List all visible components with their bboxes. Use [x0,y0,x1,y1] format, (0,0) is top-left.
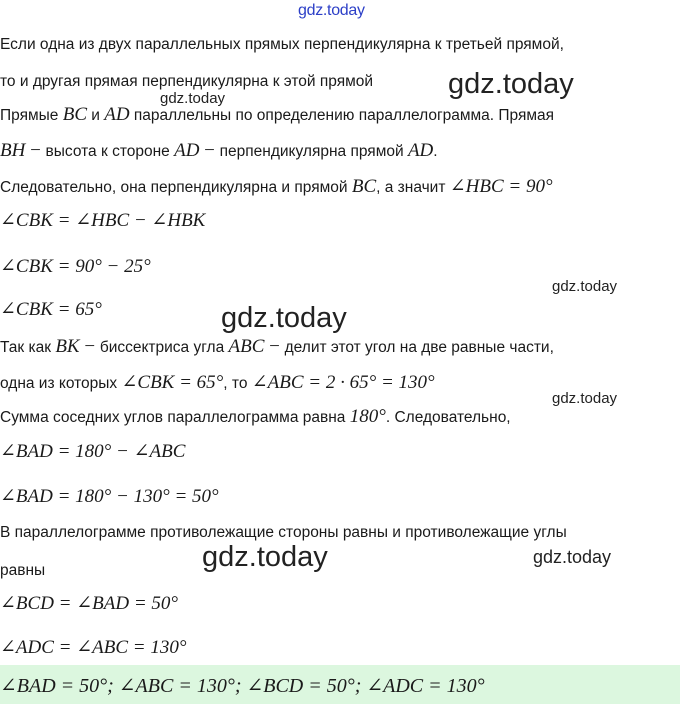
watermark-big-3: gdz.today [202,541,328,573]
text-line-7 [0,371,435,394]
text-segment: одна из которых [0,375,122,392]
text-segment: . Следовательно, [385,409,511,426]
watermark-small-4: gdz.today [533,547,612,567]
text-segment: Следовательно, она перпендикулярна и прямой [0,179,352,196]
math-segment: − [25,140,46,161]
math-segment: BC [351,176,377,197]
text-segment: перпендикулярна прямой [219,143,408,160]
text-segment: Сумма соседних углов параллелограмма равна [0,409,350,426]
text-segment: , а значит [376,179,450,196]
text-line-5 [0,175,553,198]
watermark-small-3: gdz.today [552,390,618,407]
text-segment: делит этот угол на две равные части, [284,339,554,356]
text-line-2: то и другая прямая перпендикулярна к этой прямой [0,73,374,90]
text-line-9: В параллелограмме противолежащие стороны равны и противолежащие углы [0,524,567,541]
text-segment: , то [223,375,252,392]
text-line-8 [0,406,511,428]
formula-7: ∠ADC = ∠ABC = 130° [0,637,187,658]
watermark-big-1: gdz.today [448,68,574,100]
text-line-3 [0,104,554,126]
formula-1: ∠CBK = ∠HBC − ∠HBK [0,210,206,231]
text-segment: . [433,143,438,160]
math-segment: − [199,140,220,161]
math-segment: − [79,336,100,357]
math-segment: AD [407,140,434,161]
answer-text: ∠BAD = 50°; ∠ABC = 130°; ∠BCD = 50°; ∠ADC = 130° [0,675,485,697]
math-segment: ∠HBC = 90° [449,176,553,197]
math-segment: AD [104,104,130,125]
math-segment: ∠ABC = 2 · 65° = 130° [251,372,435,393]
text-segment: высота к стороне [45,143,175,160]
math-segment: AD [174,140,200,161]
formula-5: ∠BAD = 180° − 130° = 50° [0,486,219,507]
watermark-big-2: gdz.today [221,302,347,334]
math-segment: ∠CBK = 65° [121,372,224,393]
text-line-10: равны [0,562,46,579]
text-segment: Прямые [0,107,63,124]
text-segment: параллельны по определению параллелограмма. Прямая [129,107,555,124]
text-segment: и [87,107,105,124]
text-line-4 [0,140,438,162]
math-segment: BH [0,140,26,161]
math-segment: 180° [349,406,386,427]
text-segment: биссектриса угла [99,339,229,356]
math-segment: − [264,336,285,357]
math-segment: BK [55,336,80,357]
text-line-1: Если одна из двух параллельных прямых перпендикулярна к третьей прямой, [0,36,564,53]
math-segment: ABC [228,336,265,357]
math-segment: BC [62,104,87,125]
formula-2: ∠CBK = 90° − 25° [0,256,151,277]
formula-3: ∠CBK = 65° [0,299,102,320]
text-line-6 [0,336,554,358]
watermark-small-1: gdz.today [160,90,226,107]
formula-6: ∠BCD = ∠BAD = 50° [0,593,179,614]
text-segment: Так как [0,339,56,356]
watermark-top: gdz.today [298,2,365,19]
watermark-small-2: gdz.today [552,278,618,295]
formula-4: ∠BAD = 180° − ∠ABC [0,441,186,462]
